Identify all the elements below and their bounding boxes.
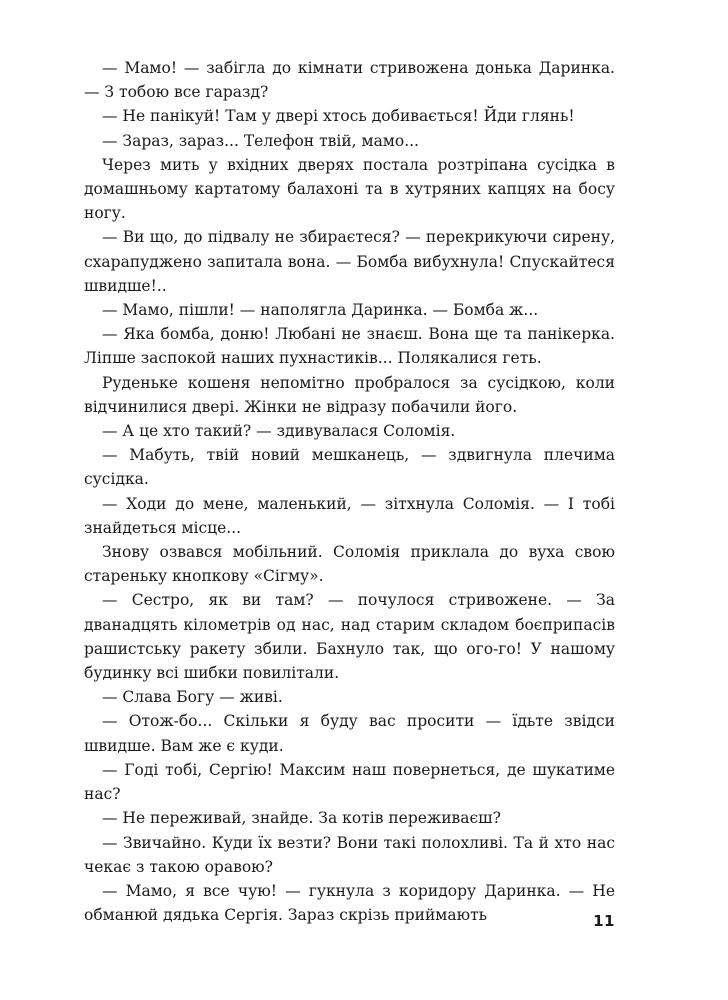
paragraph: — Мамо, я все чую! — гукнула з коридору Даринка. — Не обманюй дядька Сергія. Зараз скрізь приймають [84, 881, 615, 925]
paragraph: Знову озвався мобільний. Соломія приклала до вуха свою стареньку кнопкову «Сігму». [84, 543, 615, 586]
paragraph: — Слава Богу — живі. [102, 688, 283, 707]
paragraph: — Не панікуй! Там у двері хтось добивається! Йди глянь! [102, 107, 575, 126]
paragraph: — Ходи до мене, маленький, — зітхнула Соломія. — І тобі знайдеться місце... [84, 494, 615, 537]
paragraph: — Мамо! — забігла до кімнати стривожена донька Даринка. — З тобою все гаразд? [84, 59, 615, 102]
paragraph: — Мамо, пішли! — наполягла Даринка. — Бомба ж... [102, 301, 539, 320]
page-number: 11 [593, 912, 615, 930]
paragraph: — Яка бомба, доню! Любані не знаєш. Вона ще та панікерка. Ліпше заспокой наших пухнастиків... Полякалися геть. [84, 325, 615, 368]
paragraph: — Звичайно. Куди їх везти? Вони такі полохливі. Та й хто нас чекає з такою оравою? [84, 833, 615, 876]
page-text [84, 56, 615, 927]
paragraph: — Отож-бо... Скільки я буду вас просити — їдьте звідси швидше. Вам же є куди. [84, 712, 615, 755]
paragraph: Руденьке кошеня непомітно пробралося за сусідкою, коли відчинилися двері. Жінки не відразу побачили його. [84, 373, 615, 416]
paragraph: Через мить у вхідних дверях постала розтріпана сусідка в домашньому картатому балахоні та в хутряних капцях на босу ногу. [84, 155, 615, 223]
paragraph: — Не переживай, знайде. За котів переживаєш? [102, 809, 501, 828]
paragraph: — Сестро, як ви там? — почулося стривожене. — За дванадцять кілометрів од нас, над старим складом боєприпасів рашистську ракету збили. Бахнуло так, що ого-го! У нашому будинку всі шибки повилітали. [84, 591, 615, 683]
paragraph: — Мабуть, твій новий мешканець, — здвигнула плечима сусідка. [84, 446, 615, 489]
paragraph: — А це хто такий? — здивувалася Соломія. [102, 422, 456, 441]
paragraph: — Годі тобі, Сергію! Максим наш повернеться, де шукатиме нас? [84, 760, 615, 804]
paragraph: — Зараз, зараз... Телефон твій, мамо... [102, 131, 419, 150]
paragraph: — Ви що, до підвалу не збираєтеся? — перекрикуючи сирену, схарапуджено запитала вона. — Бомба вибухнула! Спускайтеся швидше!.. [84, 228, 615, 295]
